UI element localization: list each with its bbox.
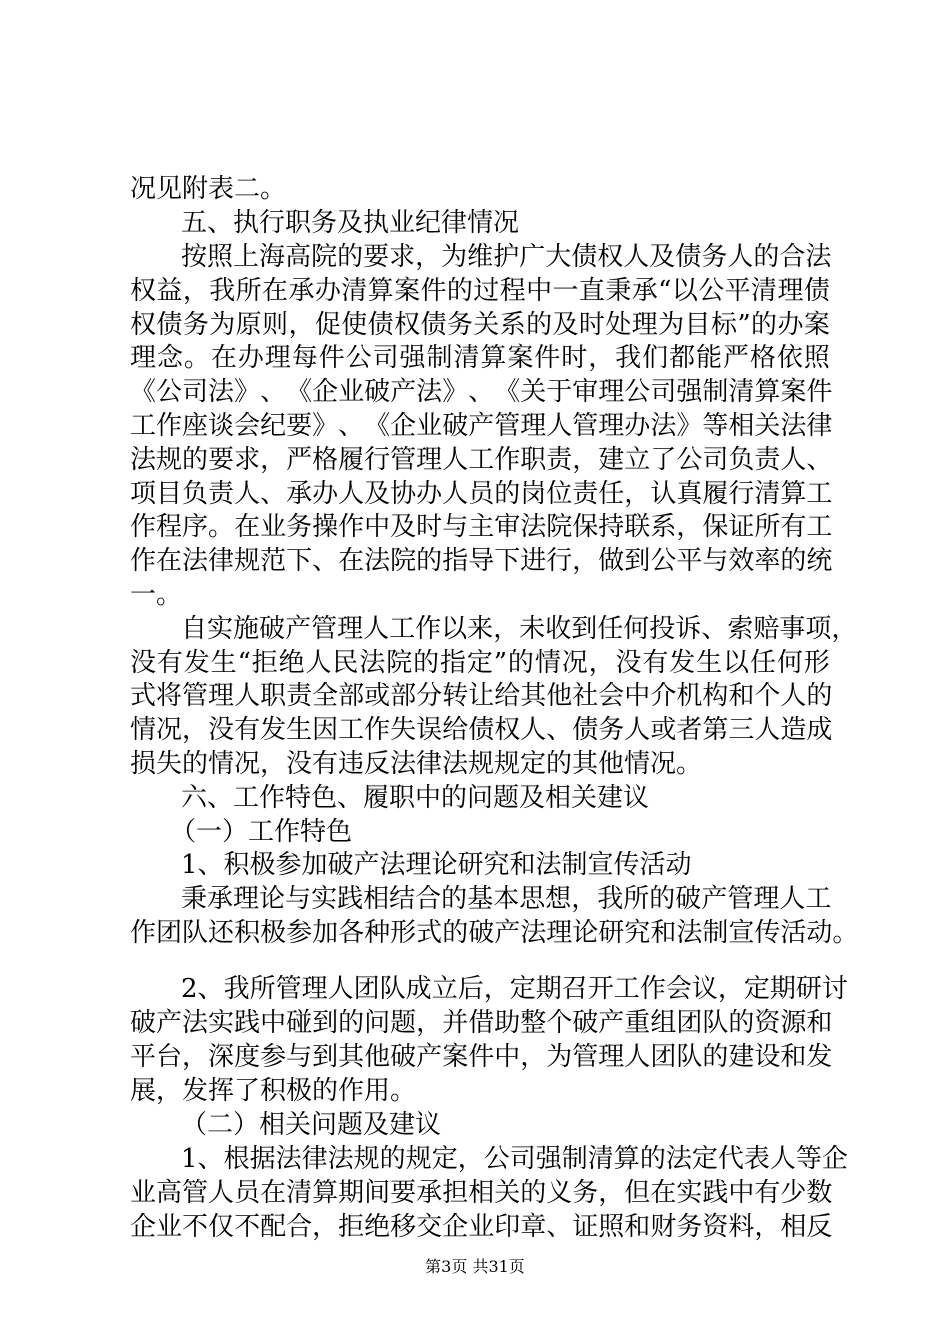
text-line: 况见附表二。 [130, 174, 287, 204]
text-line: 平 台 ， 深 度 参 与 到 其 他 破 产 案 件 中 ， 为 管 理 人 团 队 的 建 设 和 发 [130, 1042, 833, 1072]
text-line: 理 念 。 在 办 理 每 件 公 司 强 制 清 算 案 件 时 ， 我 们 都 能 严 格 依 照 [130, 343, 830, 373]
text-line: 企 业 不 仅 不 配 合 ， 拒 绝 移 交 企 业 印 章 、 证 照 和 财 务 资 料 ， 相 反 [130, 1212, 833, 1242]
text-line: 一。 [130, 580, 183, 610]
text-line: 作 在 法 律 规 范 下 、 在 法 院 的 指 导 下 进 行 ， 做 到 公 平 与 效 率 的 统 [130, 546, 833, 576]
text-line: 权 债 务 为 原 则 ， 促 使 债 权 债 务 关 系 的 及 时 处 理 为 目 标 ” 的 办 案 [130, 310, 830, 340]
text-line: 作 团 队 还 积 极 参 加 各 种 形 式 的 破 产 法 理 论 研 究 和 法 制 宣 传 活 动 。 [130, 918, 859, 948]
section-heading: 五、执行职务及执业纪律情况 [181, 208, 520, 238]
subsection-heading: （一）工作特色 [170, 817, 353, 847]
text-line: 作 程 序 。 在 业 务 操 作 中 及 时 与 主 审 法 院 保 持 联 系 ， 保 证 所 有 工 [130, 512, 833, 542]
page-number: 第3页 共31页 [425, 1257, 525, 1276]
text-line: 按 照 上 海 高 院 的 要 求 ， 为 维 护 广 大 债 权 人 及 债 务 人 的 合 法 [181, 242, 832, 272]
text-line: 展，发挥了积极的作用。 [130, 1076, 417, 1106]
text-line: 没 有 发 生 “ 拒 绝 人 民 法 院 的 指 定 ” 的 情 况 ， 没 有 发 生 以 任 何 形 [130, 648, 830, 678]
text-line: 1 、 根 据 法 律 法 规 的 规 定 ， 公 司 强 制 清 算 的 法 定 代 表 人 等 企 [181, 1144, 848, 1174]
text-line: 项 目 负 责 人 、 承 办 人 及 协 办 人 员 的 岗 位 责 任 ， 认 真 履 行 清 算 工 [130, 479, 833, 509]
text-line: 破 产 法 实 践 中 碰 到 的 问 题 ， 并 借 助 整 个 破 产 重 组 团 队 的 资 源 和 [130, 1008, 833, 1038]
section-heading: 六、工作特色、履职中的问题及相关建议 [181, 783, 650, 813]
text-line: 权 益 ， 我 所 在 承 办 清 算 案 件 的 过 程 中 一 直 秉 承 “ 以 公 平 清 理 债 [130, 276, 830, 306]
text-line: 业 高 管 人 员 在 清 算 期 间 要 承 担 相 关 的 义 务 ， 但 在 实 践 中 有 少 数 [130, 1178, 833, 1208]
text-line: 自 实 施 破 产 管 理 人 工 作 以 来 ， 未 收 到 任 何 投 诉 、 索 赔 事 项 ， [181, 614, 858, 644]
text-line: 损失的情况，没有违反法律法规规定的其他情况。 [130, 749, 703, 779]
text-line: 情 况 ， 没 有 发 生 因 工 作 失 误 给 债 权 人 、 债 务 人 或 者 第 三 人 造 成 [130, 715, 833, 745]
text-line: 法 规 的 要 求 ， 严 格 履 行 管 理 人 工 作 职 责 ， 建 立 了 公 司 负 责 人 、 [130, 445, 833, 475]
item-heading: 1、积极参加破产法理论研究和法制宣传活动 [181, 850, 692, 880]
text-line: 工 作 座 谈 会 纪 要 》 、 《 企 业 破 产 管 理 人 管 理 办 法 》 等 相 关 法 律 [130, 411, 833, 441]
text-line: 2 、 我 所 管 理 人 团 队 成 立 后 ， 定 期 召 开 工 作 会 议 ， 定 期 研 讨 [181, 974, 848, 1004]
subsection-heading: （二）相关问题及建议 [181, 1110, 442, 1140]
text-line: 式 将 管 理 人 职 责 全 部 或 部 分 转 让 给 其 他 社 会 中 介 机 构 和 个 人 的 [130, 681, 833, 711]
text-line: 《 公 司 法 》 、 《 企 业 破 产 法 》 、 《 关 于 审 理 公 司 强 制 清 算 案 件 [130, 377, 833, 407]
text-line: 秉 承 理 论 与 实 践 相 结 合 的 基 本 思 想 ， 我 所 的 破 产 管 理 人 工 [181, 884, 832, 914]
